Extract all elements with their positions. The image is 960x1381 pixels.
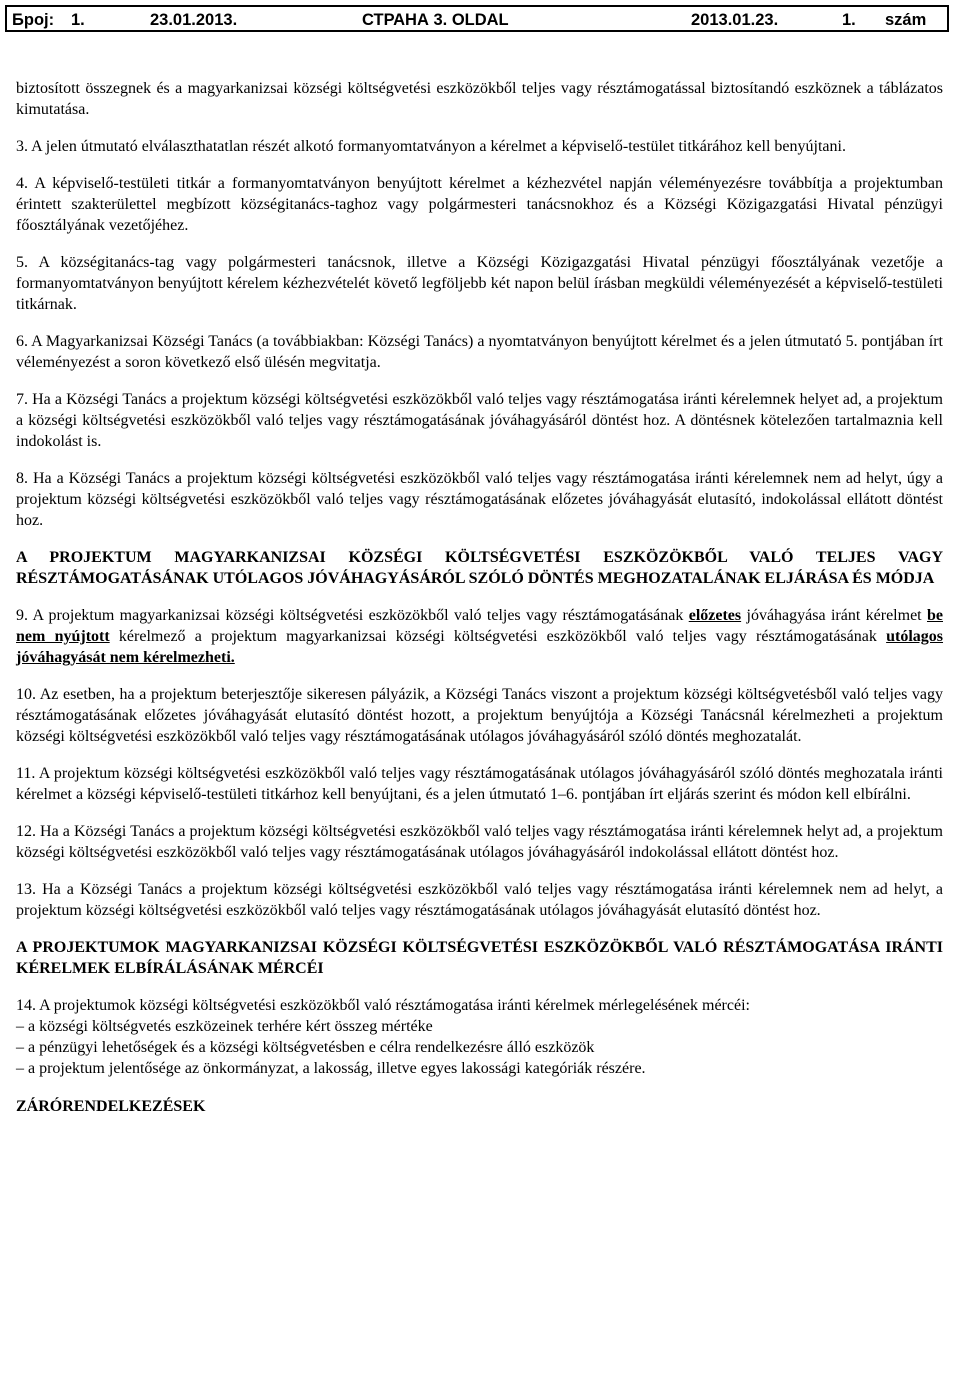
paragraph-9-text-c: kérelmező a projektum magyarkanizsai községi költségvetési eszközökből való teljes vagy résztámogatásának [109,628,887,645]
paragraph-10: 10. Az esetben, ha a projektum beterjesztője sikeresen pályázik, a Községi Tanács viszont a projektum községi költségvetésből való teljes vagy résztámogatásának előzetes jóváhagyását elutasító döntést hozott, a projektum benyújtója a Községi Tanácsnál kérelmezheti a projektum községi költségvetési eszközökből való teljes vagy résztámogatásának utólagos jóváhagyásáról szóló döntés meghozatalát. [16,686,943,745]
issue-number: 1. [71,11,85,29]
issue-label-right: szám [885,11,927,29]
criteria-item-1: – a községi költségvetés eszközeinek terhére kért összeg mértéke [16,1018,433,1035]
paragraph-14: 14. A projektumok községi költségvetési eszközökből való résztámogatása iránti kérelmek mérlegelésének mércéi: [16,997,750,1014]
issue-label: Број: [12,11,55,29]
paragraph-7: 7. Ha a Községi Tanács a projektum községi költségvetési eszközökből való teljes vagy résztámogatása iránti kérelemnek helyet ad, a projektum a községi költségvetési eszközökből való teljes vagy résztámogatásának jóváhagyásáról döntést hoz. A döntésnek kötelezően tartalmaznia kell indokolást is. [16,391,943,450]
paragraph-9-emphasis-2: be nem nyújtott [16,607,943,645]
issue-number-right: 1. [842,11,856,29]
paragraph-9-text-a: 9. A projektum magyarkanizsai községi költségvetési eszközökből való teljes vagy résztámogatásának [16,607,689,624]
paragraph-8: 8. Ha a Községi Tanács a projektum községi költségvetési eszközökből való teljes vagy résztámogatása iránti kérelemnek nem ad helyt, úgy a projektum községi költségvetési eszközökből való teljes vagy résztámogatásának előzetes jóváhagyását elutasító, indokolással ellátott döntést hoz. [16,470,943,529]
date-right: 2013.01.23. [691,11,779,29]
paragraph-9-emphasis-1: előzetes [688,607,742,624]
paragraph-5: 5. A községitanács-tag vagy polgármesteri tanácsnok, illetve a Községi Közigazgatási Hivatal pénzügyi főosztályának vezetője a formanyomtatványon benyújtott kérelem kézhezvételét követő legföljebb két napon belül írásban megküldi véleményezését a képviselő-testületi titkárnak. [16,254,943,313]
paragraph-11: 11. A projektum községi költségvetési eszközökből való teljes vagy résztámogatásának utólagos jóváhagyásáról szóló döntés meghozatala iránti kérelmet a községi képviselő-testületi titkárhoz kell benyújtani, és a jelen útmutató 1–6. pontjában írt eljárás szerint és módon kell elbírálni. [16,765,943,803]
paragraph-13: 13. Ha a Községi Tanács a projektum községi költségvetési eszközökből való teljes vagy résztámogatása iránti kérelemnek nem ad helyt, a projektum községi költségvetési eszközökből való teljes vagy résztámogatásának utólagos jóváhagyását elutasító döntést hoz. [16,881,943,919]
document-body [16,78,943,1133]
section-heading-2: A PROJEKTUMOK MAGYARKANIZSAI KÖZSÉGI KÖLTSÉGVETÉSI ESZKÖZÖKBŐL VALÓ RÉSZTÁMOGATÁSA IRÁNTI KÉRELMEK ELBÍRÁLÁSÁNAK MÉRCÉI [16,939,943,977]
paragraph-6: 6. A Magyarkanizsai Községi Tanács (a továbbiakban: Községi Tanács) a nyomtatványon benyújtott kérelmet és a jelen útmutató 5. pontjában írt véleményezést a soron következő első ülésén megvitatja. [16,333,943,371]
paragraph-12: 12. Ha a Községi Tanács a projektum községi költségvetési eszközökből való teljes vagy résztámogatása iránti kérelemnek helyt ad, a projektum községi költségvetési eszközökből való teljes vagy résztámogatásának utólagos jóváhagyásáról indokolással ellátott döntést hoz. [16,823,943,861]
paragraph-9-emphasis-3: utólagos jóváhagyását nem kérelmezheti. [16,628,944,666]
paragraph-9-text-b: jóváhagyása iránt kérelmet [741,607,927,624]
section-heading-1: A PROJEKTUM MAGYARKANIZSAI KÖZSÉGI KÖLTSÉGVETÉSI ESZKÖZÖKBŐL VALÓ TELJES VAGY RÉSZTÁMOGATÁSÁNAK UTÓLAGOS JÓVÁHAGYÁSÁRÓL SZÓLÓ DÖNTÉS MEGHOZATALÁNAK ELJÁRÁSA ÉS MÓDJA [16,549,943,587]
date-left: 23.01.2013. [150,11,238,29]
paragraph-9 [16,605,943,668]
paragraph-3: 3. A jelen útmutató elválaszthatatlan részét alkotó formanyomtatványon a kérelmet a képviselő-testület titkárához kell benyújtani. [16,138,846,155]
paragraph-continuation: biztosított összegnek és a magyarkanizsai községi költségvetési eszközökből teljes vagy résztámogatással biztosítandó eszköznek a táblázatos kimutatása. [16,80,943,118]
section-heading-3: ZÁRÓRENDELKEZÉSEK [16,1098,206,1115]
paragraph-4: 4. A képviselő-testületi titkár a formanyomtatványon benyújtott kérelmet a kézhezvétel napján véleményezésre továbbítja a projektumban érintett szakterülettel megbízott községitanács-taghoz vagy polgármesteri tanácsnokhoz és a Községi Közigazgatási Hivatal pénzügyi főosztályának vezetőjéhez. [16,175,943,234]
page-header [5,5,949,32]
page-number: СТРАНА 3. OLDAL [362,11,509,29]
criteria-item-3: – a projektum jelentősége az önkormányzat, a lakosság, illetve egyes lakossági kategóriák részére. [16,1060,646,1077]
criteria-item-2: – a pénzügyi lehetőségek és a községi költségvetésben e célra rendelkezésre álló eszközök [16,1039,595,1056]
